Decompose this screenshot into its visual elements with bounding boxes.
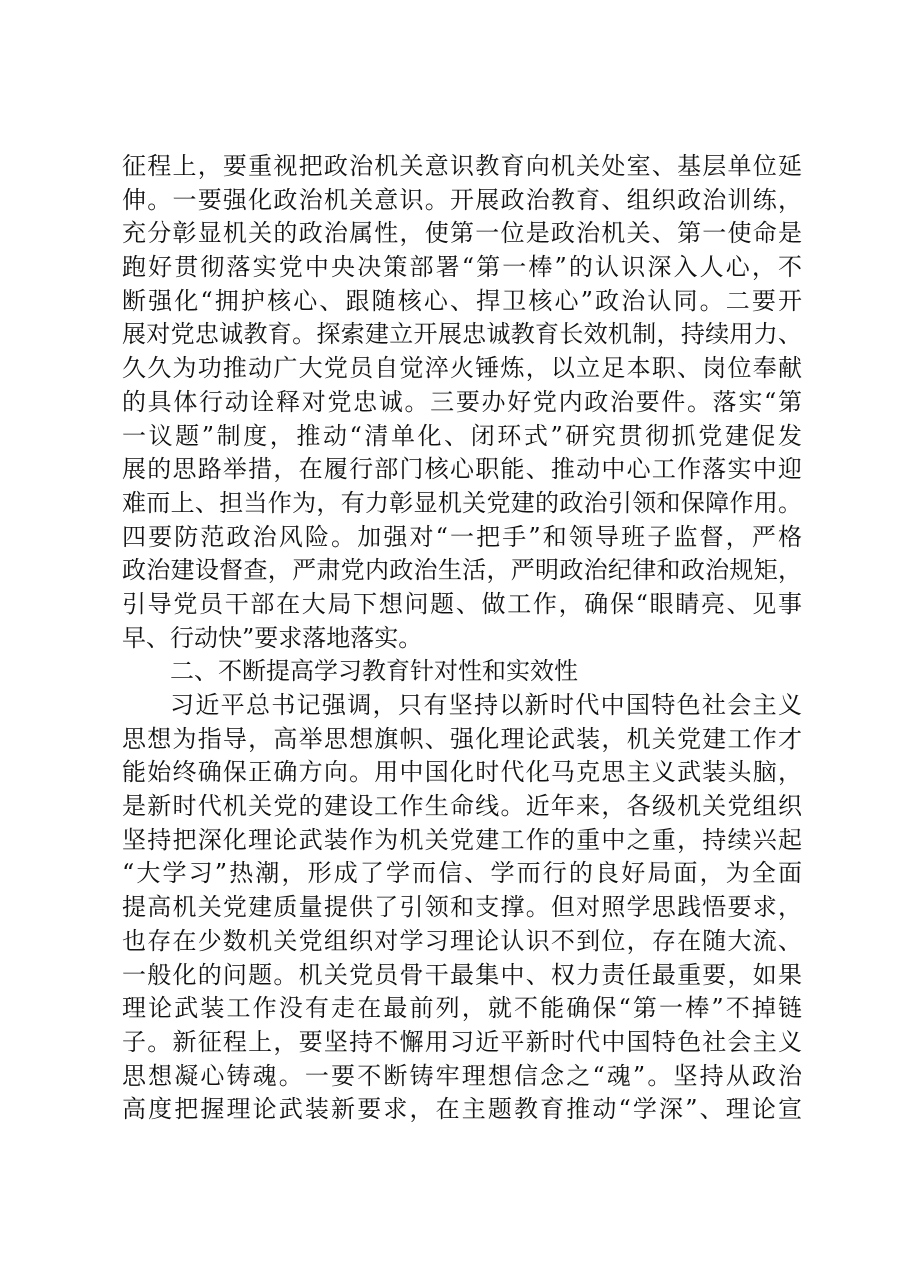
text-line: 坚持把深化理论武装作为机关党建工作的重中之重，持续兴起 bbox=[122, 825, 802, 854]
text-line: 引导党员干部在大局下想问题、做工作，确保“眼睛亮、见事 bbox=[122, 589, 802, 618]
text-line: 难而上、担当作为，有力彰显机关党建的政治引领和保障作用。 bbox=[122, 488, 802, 517]
text-line: 的具体行动诠释对党忠诚。三要办好党内政治要件。落实“第 bbox=[122, 387, 802, 416]
text-line: 高度把握理论武装新要求，在主题教育推动“学深”、理论宣 bbox=[122, 1095, 802, 1124]
text-line: 一议题”制度，推动“清单化、闭环式”研究贯彻抓党建促发 bbox=[122, 421, 802, 450]
text-line: 一般化的问题。机关党员骨干最集中、权力责任最重要，如果 bbox=[122, 960, 802, 989]
text-line: 早、行动快”要求落地落实。 bbox=[122, 623, 423, 652]
text-line: 提高机关党建质量提供了引领和支撑。但对照学思践悟要求， bbox=[122, 893, 802, 922]
text-line: “大学习”热潮，形成了学而信、学而行的良好局面，为全面 bbox=[122, 859, 802, 888]
text-line: 子。新征程上，要坚持不懈用习近平新时代中国特色社会主义 bbox=[122, 1027, 802, 1056]
text-line: 跑好贯彻落实党中央决策部署“第一棒”的认识深入人心，不 bbox=[122, 253, 802, 282]
section-heading: 二、不断提高学习教育针对性和实效性 bbox=[170, 657, 578, 686]
body-text bbox=[122, 150, 802, 1127]
text-line: 征程上，要重视把政治机关意识教育向机关处室、基层单位延 bbox=[122, 152, 802, 180]
text-line: 展对党忠诚教育。探索建立开展忠诚教育长效机制，持续用力、 bbox=[122, 320, 802, 349]
text-line: 思想为指导，高举思想旗帜、强化理论武装，机关党建工作才 bbox=[122, 724, 802, 753]
text-line: 是新时代机关党的建设工作生命线。近年来，各级机关党组织 bbox=[122, 792, 802, 821]
text-line: 能始终确保正确方向。用中国化时代化马克思主义武装头脑， bbox=[122, 758, 802, 787]
text-line: 政治建设督查，严肃党内政治生活，严明政治纪律和政治规矩， bbox=[122, 556, 802, 585]
text-line: 伸。一要强化政治机关意识。开展政治教育、组织政治训练， bbox=[122, 185, 802, 214]
text-line: 思想凝心铸魂。一要不断铸牢理想信念之“魂”。坚持从政治 bbox=[122, 1061, 802, 1090]
text-line: 四要防范政治风险。加强对“一把手”和领导班子监督，严格 bbox=[122, 522, 802, 551]
text-line: 充分彰显机关的政治属性，使第一位是政治机关、第一使命是 bbox=[122, 219, 802, 248]
text-line: 也存在少数机关党组织对学习理论认识不到位，存在随大流、 bbox=[122, 926, 802, 955]
text-line: 习近平总书记强调，只有坚持以新时代中国特色社会主义 bbox=[170, 691, 802, 719]
text-line: 展的思路举措，在履行部门核心职能、推动中心工作落实中迎 bbox=[122, 455, 802, 484]
text-line: 久久为功推动广大党员自觉淬火锤炼，以立足本职、岗位奉献 bbox=[122, 354, 802, 383]
text-line: 理论武装工作没有走在最前列，就不能确保“第一棒”不掉链 bbox=[122, 994, 802, 1023]
text-line: 断强化“拥护核心、跟随核心、捍卫核心”政治认同。二要开 bbox=[122, 286, 802, 315]
